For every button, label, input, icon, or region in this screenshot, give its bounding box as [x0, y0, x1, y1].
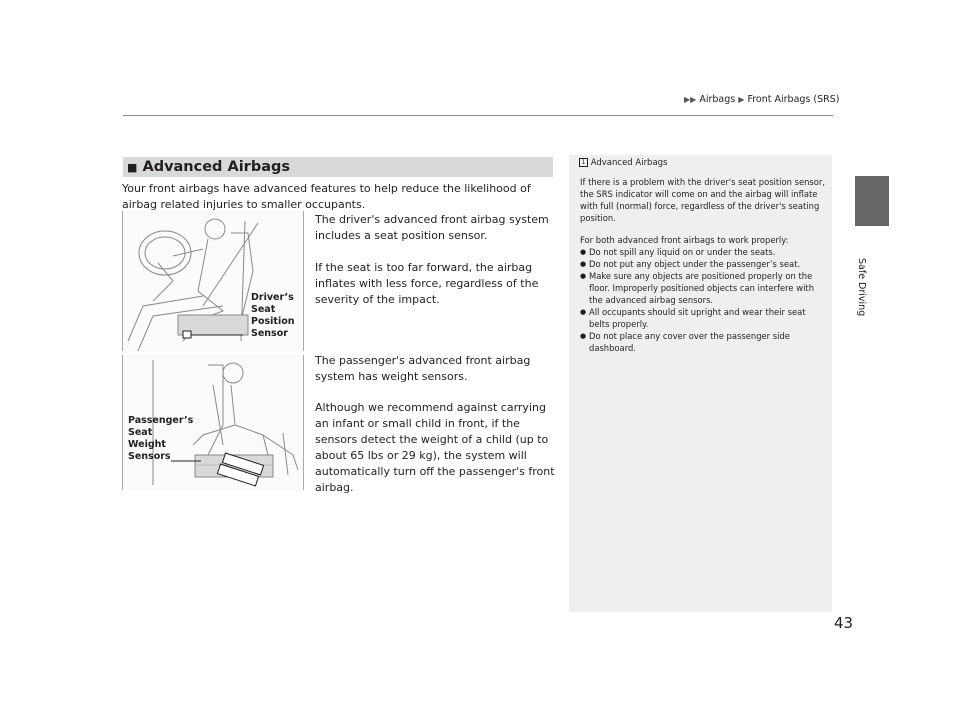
- chapter-tab: [855, 176, 889, 226]
- driver-sensor-callout: [251, 292, 295, 340]
- callout-line: Position: [251, 316, 295, 327]
- list-item: ● Make sure any objects are positioned properly on the floor. Improperly positioned objects can interfere with the advanced airbag sensors.: [580, 270, 828, 306]
- list-item: ● Do not put any object under the passenger’s seat.: [580, 258, 828, 270]
- callout-line: Seat: [251, 304, 276, 315]
- header-divider: [123, 115, 833, 116]
- arrow-icon: ▶: [738, 95, 745, 104]
- callout-line: Weight: [128, 439, 166, 450]
- section-title: [127, 157, 290, 178]
- driver-system-paragraph: The driver's advanced front airbag system includes a seat position sensor.: [315, 213, 549, 242]
- note-paragraph: For both advanced front airbags to work properly:: [580, 235, 789, 245]
- note-heading-text: Advanced Airbags: [590, 158, 668, 168]
- passenger-system-paragraph: The passenger's advanced front airbag system has weight sensors.: [315, 354, 531, 383]
- square-bullet-icon: ■: [127, 161, 138, 174]
- double-arrow-icon: ▶▶: [684, 95, 697, 104]
- callout-line: Driver’s: [251, 292, 294, 303]
- section-title-text: Advanced Airbags: [142, 159, 291, 175]
- note-bullet-list: [580, 246, 828, 354]
- breadcrumb-item-front-airbags[interactable]: Front Airbags (SRS): [747, 94, 840, 105]
- chapter-label: Safe Driving: [856, 258, 867, 317]
- intro-paragraph: Your front airbags have advanced features to help reduce the likelihood of airbag related injuries to smaller occupants.: [122, 182, 531, 211]
- callout-line: Sensor: [251, 328, 288, 339]
- callout-line: Passenger’s: [128, 415, 194, 426]
- child-weight-paragraph: Although we recommend against carrying an infant or small child in front, if the sensors detect the weight of a child (up to about 65 lbs or 29 kg), the system will automatically turn off the passenger's front airbag.: [315, 401, 555, 494]
- page-number: 43: [834, 614, 854, 632]
- breadcrumb-item-airbags[interactable]: Airbags: [699, 94, 736, 105]
- list-item: ● All occupants should sit upright and wear their seat belts properly.: [580, 306, 828, 330]
- note-body: [580, 176, 828, 354]
- note-paragraph: If there is a problem with the driver's seat position sensor, the SRS indicator will come on and the airbag will inflate with full (normal) force, regardless of the driver's seating position.: [580, 177, 826, 223]
- breadcrumb: [684, 94, 839, 105]
- list-item: ● Do not place any cover over the passenger side dashboard.: [580, 330, 828, 354]
- callout-line: Seat: [128, 427, 153, 438]
- note-heading: [579, 158, 668, 168]
- list-item: ● Do not spill any liquid on or under the seats.: [580, 246, 828, 258]
- callout-line: Sensors: [128, 451, 171, 462]
- seat-forward-paragraph: If the seat is too far forward, the airbag inflates with less force, regardless of the severity of the impact.: [315, 261, 539, 306]
- passenger-sensor-callout: [128, 415, 193, 463]
- note-marker-icon: 1: [579, 158, 588, 167]
